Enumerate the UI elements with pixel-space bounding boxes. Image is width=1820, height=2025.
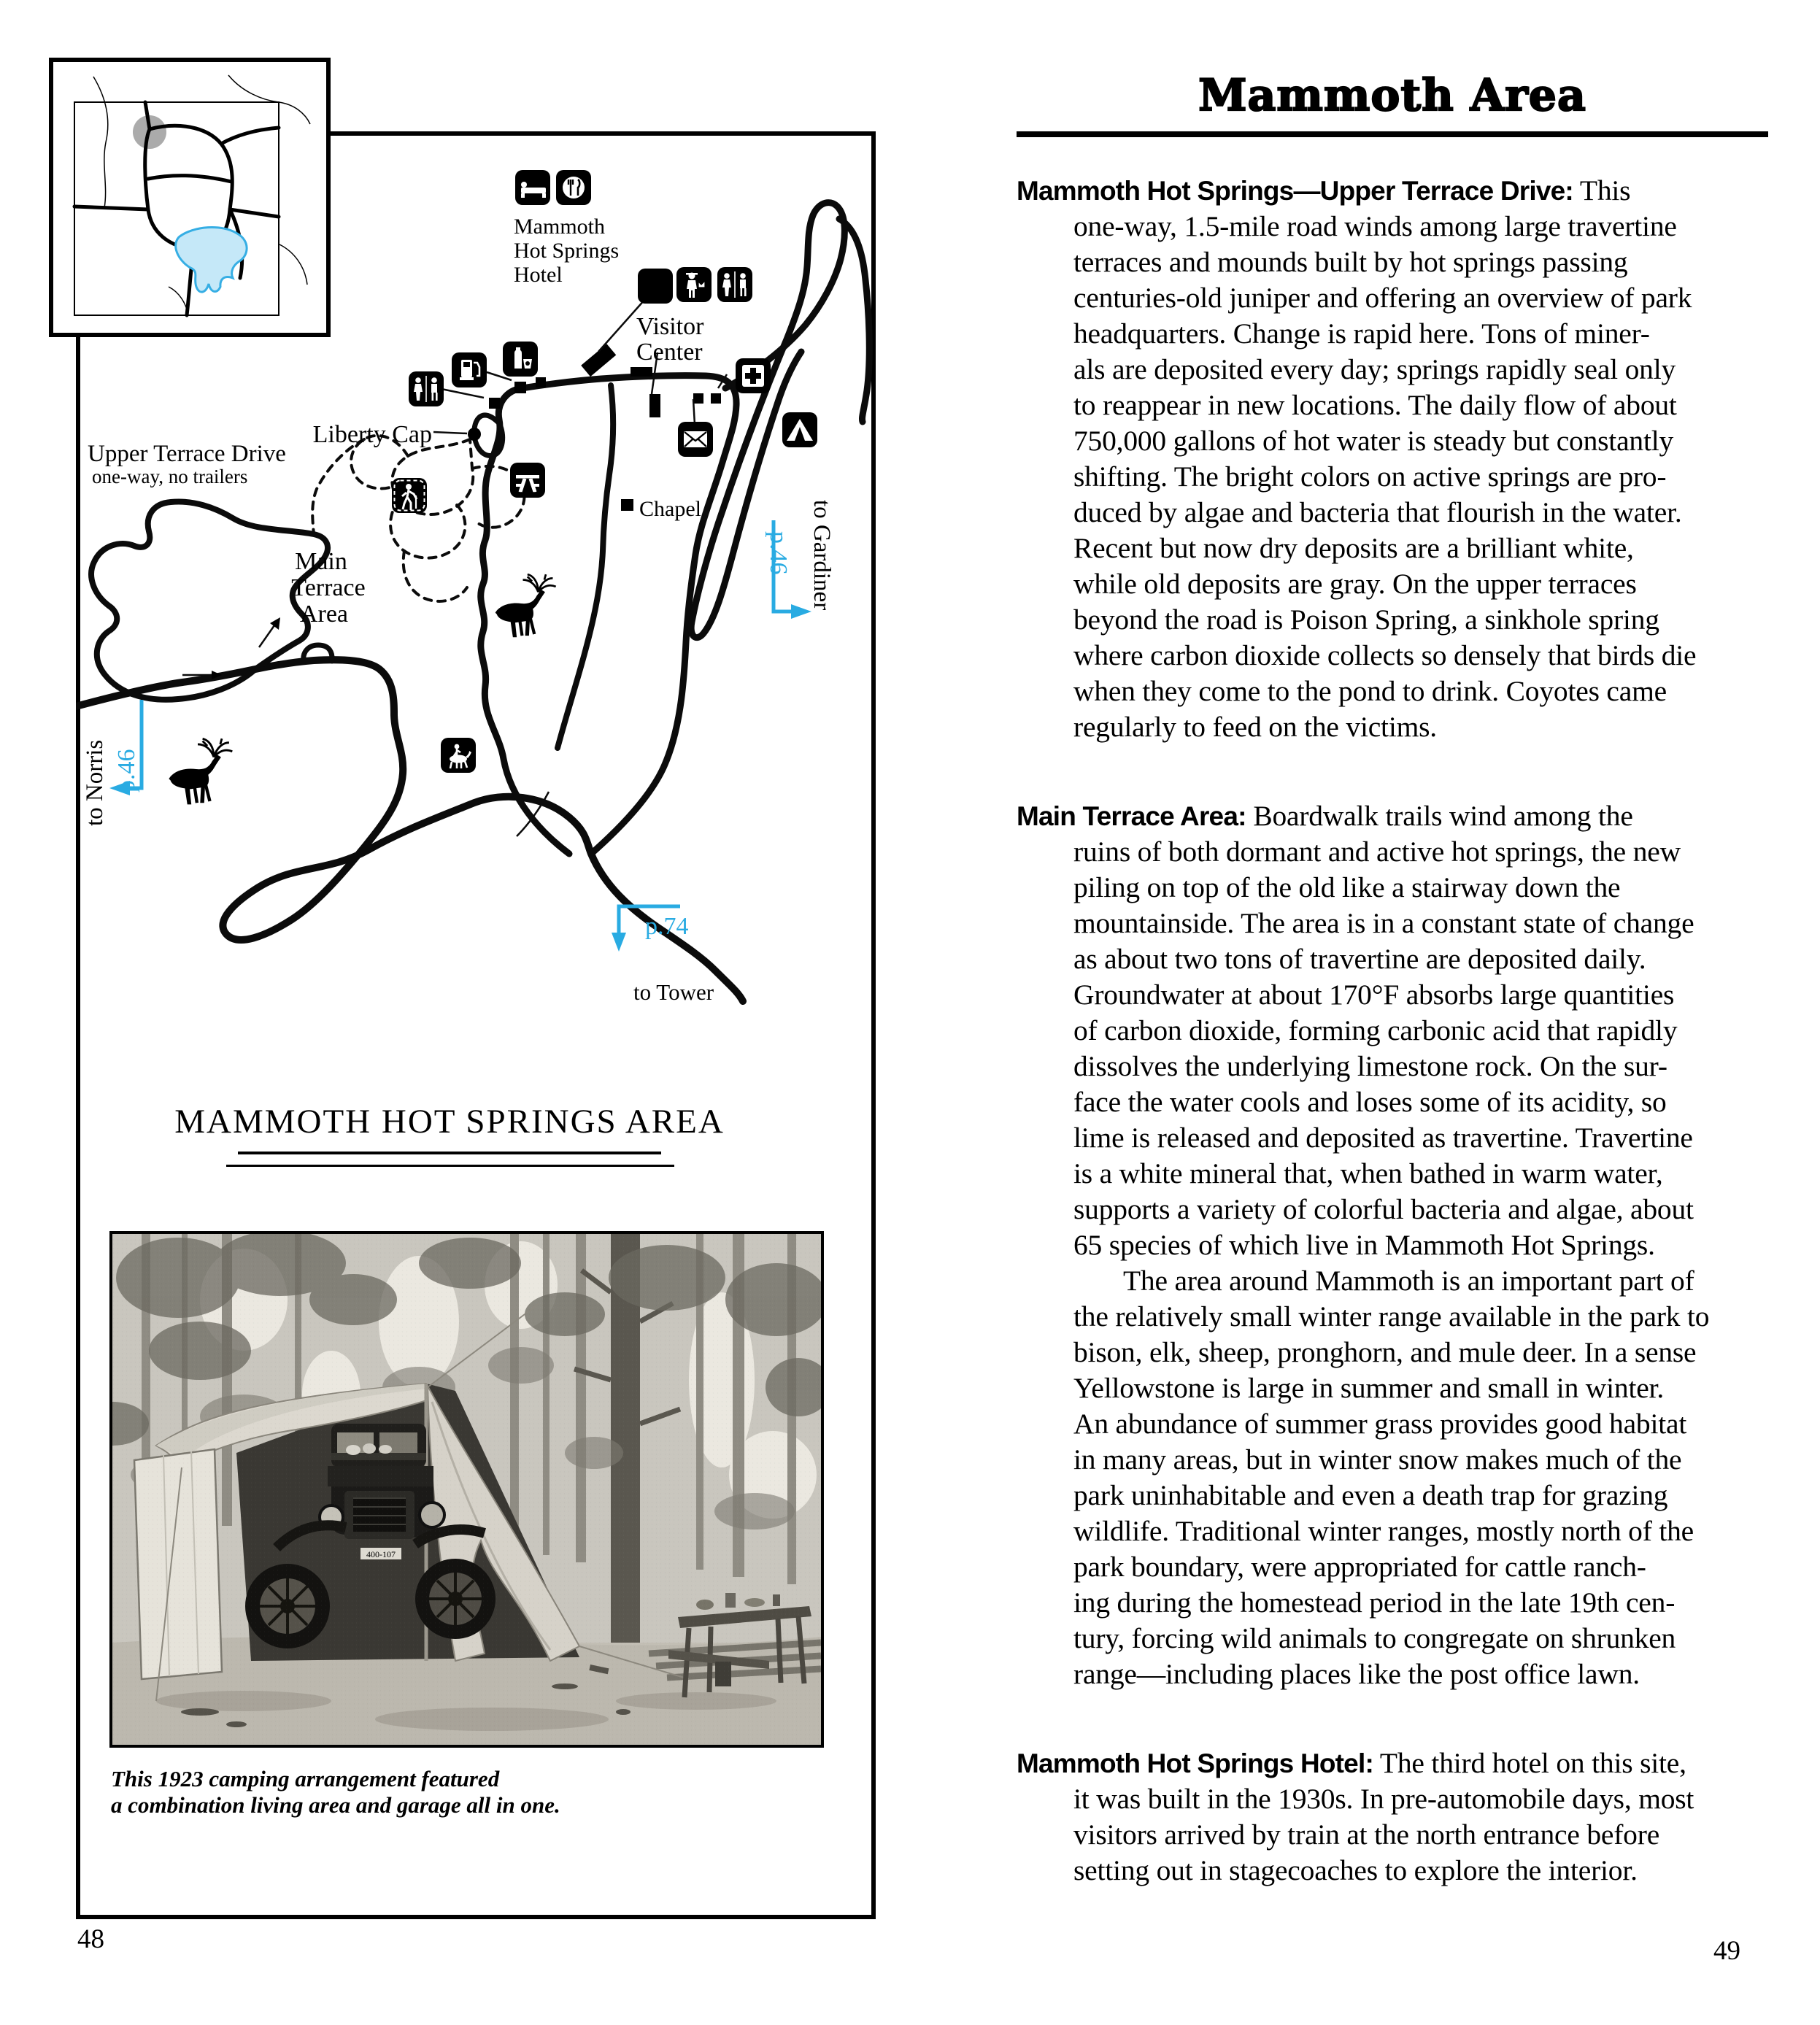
text-line: park uninhabitable and even a death trap for grazing xyxy=(1073,1479,1668,1511)
text-line: mountainside. The area is in a constant state of change xyxy=(1073,907,1694,939)
first-aid-icon xyxy=(736,358,771,393)
text-line: face the water cools and loses some of its acidity, so xyxy=(1073,1086,1667,1118)
page-number-right: 49 xyxy=(1713,1936,1740,1966)
text-line: as about two tons of travertine are deposited daily. xyxy=(1073,943,1646,975)
text-line: where carbon dioxide collects so densely that birds die xyxy=(1073,639,1697,671)
svg-text:p.46: p.46 xyxy=(765,531,792,575)
svg-text:one-way, no trailers: one-way, no trailers xyxy=(92,466,248,487)
text-line: is a white mineral that, when bathed in warm water, xyxy=(1073,1157,1663,1189)
text-line: ruins of both dormant and active hot springs, the new xyxy=(1073,836,1681,868)
food-service-icon xyxy=(556,170,591,205)
text-line: shifting. The bright colors on active springs are pro- xyxy=(1073,460,1667,493)
text-line: range—including places like the post office lawn. xyxy=(1073,1658,1640,1690)
text-line: beyond the road is Poison Spring, a sinkhole spring xyxy=(1073,603,1659,636)
text-line: Recent but now dry deposits are a brilliant white, xyxy=(1073,532,1634,564)
text-line: park boundary, were appropriated for cattle ranch- xyxy=(1073,1551,1646,1583)
text-line: Groundwater at about 170°F absorbs large quantities xyxy=(1073,979,1675,1011)
ranger-station-icon xyxy=(676,267,712,302)
gas-station-icon xyxy=(452,352,487,387)
svg-text:MAMMOTH HOT SPRINGS AREA: MAMMOTH HOT SPRINGS AREA xyxy=(174,1103,725,1141)
to-gardiner-label: to Gardiner xyxy=(809,500,835,611)
text-line: terraces and mounds built by hot springs passing xyxy=(1073,246,1628,278)
text-line: An abundance of summer grass provides good habitat xyxy=(1073,1408,1687,1440)
text-line: 750,000 gallons of hot water is steady but constantly xyxy=(1073,425,1674,457)
text-line: bison, elk, sheep, pronghorn, and mule deer. In a sense xyxy=(1073,1336,1697,1368)
hotel-label: Mammoth xyxy=(514,215,605,239)
text-line: to reappear in new locations. The daily flow of about xyxy=(1073,389,1677,421)
historic-photo xyxy=(109,1231,824,1748)
text-line: it was built in the 1930s. In pre-automobile days, most xyxy=(1073,1783,1694,1815)
campground-icon xyxy=(782,412,817,447)
article-paragraphs xyxy=(1017,173,1768,1889)
text-line: duced by algae and bacteria that flourish in the water. xyxy=(1073,496,1682,528)
text-line: als are deposited every day; springs rapidly seal only xyxy=(1073,353,1676,385)
text-line: regularly to feed on the victims. xyxy=(1073,711,1437,743)
page-number-left: 48 xyxy=(77,1924,104,1954)
text-line: visitors arrived by train at the north entrance before xyxy=(1073,1818,1660,1851)
visitor-center-label: Visitor xyxy=(636,313,704,340)
paragraph-lead: Mammoth Hot Springs—Upper Terrace Drive: xyxy=(1017,176,1573,206)
svg-text:Terrace: Terrace xyxy=(291,574,366,601)
text-line: 65 species of which live in Mammoth Hot Springs. xyxy=(1073,1229,1655,1261)
text-line: headquarters. Change is rapid here. Tons of miner- xyxy=(1073,317,1650,350)
text-line: ing during the homestead period in the late 19th cen- xyxy=(1073,1586,1676,1619)
text-line: one-way, 1.5-mile road winds among large travertine xyxy=(1073,210,1677,242)
lodging-icon xyxy=(515,170,550,205)
park-roads xyxy=(74,102,279,315)
text-line: The area around Mammoth is an important part of xyxy=(1123,1265,1694,1297)
paragraph: Mammoth Hot Springs—Upper Terrace Drive: This one-way, 1.5-mile road winds among large travertine terraces and mounds built by hot springs passing centuries-old juniper and offering an overview of park headquarters. Change is rapid here. Tons of miner- als are deposited every day; springs rapidly seal only to reappear in new locations. The daily flow of about 750,000 gallons of hot water is steady but constantly shifting. The bright colors on active springs are pro- duced by algae and bacteria that flourish in the water. Recent but now dry deposits are a brilliant white, while old deposits are gray. On the upper terraces beyond the road is Poison Spring, a sinkhole spring where carbon dioxide collects so densely that birds die when they come to the pond to drink. Coyotes came regularly to feed on the victims. xyxy=(1017,173,1768,745)
article-title: Mammoth Area xyxy=(1198,70,1586,121)
self-guiding-trail-icon xyxy=(392,478,427,513)
text-line: dissolves the underlying limestone rock. On the sur- xyxy=(1073,1050,1667,1082)
drinks-icon xyxy=(503,342,538,377)
text-line: while old deposits are gray. On the upper terraces xyxy=(1073,568,1637,600)
horseback-riding-icon xyxy=(441,738,476,773)
title-rule xyxy=(1017,131,1768,137)
upper-terrace-label: Upper Terrace Drive xyxy=(88,441,286,467)
text-line: lime is released and deposited as travertine. Travertine xyxy=(1073,1122,1693,1154)
text-line: the relatively small winter range available in the park to xyxy=(1073,1300,1710,1332)
to-norris-label: to Norris xyxy=(82,739,108,826)
svg-text:p.74: p.74 xyxy=(645,913,689,940)
photo-caption: This 1923 camping arrangement featured a combination living area and garage all in one. xyxy=(111,1766,560,1818)
restroom-icon xyxy=(717,267,752,302)
text-line: piling on top of the old like a stairway down the xyxy=(1073,871,1621,903)
park-locator-inset xyxy=(49,58,331,337)
paragraph: Main Terrace Area: Boardwalk trails wind among the ruins of both dormant and active hot springs, the new piling on top of the old like a stairway down the mountainside. The area is in a constant state of change as about two tons of travertine are deposited daily. Groundwater at about 170°F absorbs large quantities of carbon dioxide, forming carbonic acid that rapidly dissolves the underlying limestone rock. On the sur- face the water cools and loses some of its acidity, so lime is released and deposited as travertine. Travertine is a white mineral that, when bathed in warm water, supports a variety of colorful bacteria and algae, about 65 species of which live in Mammoth Hot Springs. The area around Mammoth is an important part of the relatively small winter range available in the park to bison, elk, sheep, pronghorn, and mule deer. In a sense Yellowstone is large in summer and small in winter. An abundance of summer grass provides good habitat in many areas, but in winter snow makes much of the park uninhabitable and even a death trap for grazing wildlife. Traditional winter ranges, mostly north of the park boundary, were appropriated for cattle ranch- ing during the homestead period in the late 19th cen- tury, forcing wild animals to congregate on shrunken range—including places like the post office lawn. xyxy=(1017,798,1768,1692)
text-line: tury, forcing wild animals to congregate on shrunken xyxy=(1073,1622,1676,1654)
paragraph-lead: Main Terrace Area: xyxy=(1017,801,1246,831)
paragraph: Mammoth Hot Springs Hotel: The third hotel on this site, it was built in the 1930s. In pre-automobile days, most visitors arrived by train at the north entrance before setting out in stagecoaches to explore the interior. xyxy=(1017,1746,1768,1889)
svg-text:Hotel: Hotel xyxy=(514,263,563,287)
svg-text:Area: Area xyxy=(299,601,349,628)
text-line: when they come to the pond to drink. Coyotes came xyxy=(1073,675,1667,707)
text-line: centuries-old juniper and offering an overview of park xyxy=(1073,282,1692,314)
text-line: in many areas, but in winter snow makes much of the xyxy=(1073,1443,1682,1476)
text-line: supports a variety of colorful bacteria and algae, about xyxy=(1073,1193,1694,1225)
information-icon xyxy=(638,269,673,304)
svg-text:p.46: p.46 xyxy=(113,749,140,792)
picnic-area-icon xyxy=(510,463,545,498)
post-office-icon xyxy=(678,422,713,457)
chapel-label: Chapel xyxy=(639,497,701,521)
text-line: wildlife. Traditional winter ranges, mostly north of the xyxy=(1073,1515,1694,1547)
main-terrace-label: Main xyxy=(295,548,347,575)
to-tower-label: to Tower xyxy=(633,979,714,1005)
liberty-cap-marker xyxy=(468,428,481,441)
restroom-icon xyxy=(409,371,444,406)
text-line: Yellowstone is large in summer and small in winter. xyxy=(1073,1372,1665,1404)
article xyxy=(1017,70,1768,1889)
svg-text:Hot Springs: Hot Springs xyxy=(514,239,620,263)
liberty-cap-label: Liberty Cap xyxy=(312,421,432,448)
paragraph-lead: Mammoth Hot Springs Hotel: xyxy=(1017,1748,1373,1778)
svg-text:Center: Center xyxy=(636,339,703,366)
yellowstone-lake xyxy=(176,227,247,292)
text-line: setting out in stagecoaches to explore the interior. xyxy=(1073,1854,1638,1886)
text-line: of carbon dioxide, forming carbonic acid that rapidly xyxy=(1073,1014,1678,1046)
